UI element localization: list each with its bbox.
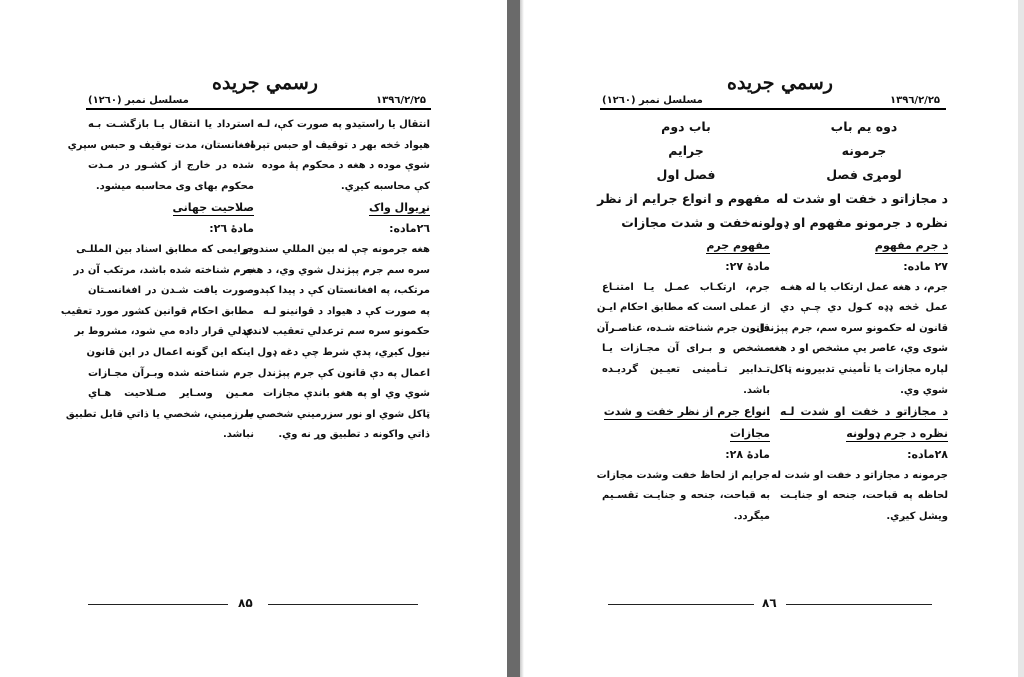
page-masthead: رسمي جريده	[727, 72, 833, 94]
text-line: شوي وي.	[900, 384, 948, 396]
article-label: مادهٔ ۲٦:	[209, 222, 254, 236]
text-line: معـين وسـاير صـلاحيت هـاي	[88, 388, 254, 400]
text-line: مطابق احکام قوانين کشور مورد تعقيب	[60, 305, 254, 317]
heading-line: مفهوم و انواع جرايم از نظر	[597, 191, 770, 206]
section-heading: نظره د جرم ډولونه	[846, 427, 948, 441]
text-line: محکوم بهای وی محاسبه میشود.	[95, 180, 254, 192]
heading-line: باب دوم	[661, 119, 711, 134]
text-line: نيول کيږي، پدې شرط چې دغه ډول	[257, 346, 430, 358]
article-label: ۲٦ماده:	[389, 222, 430, 236]
text-line: لحاظه په قباحت، جنحه او جنايـت	[780, 490, 948, 502]
footer-rule-left	[88, 604, 228, 605]
section-heading: مجازات	[729, 427, 770, 441]
text-line: جرم شناخته شده باشد، مرتکب آن در	[73, 264, 254, 276]
footer-rule-right	[786, 604, 932, 605]
footer-rule-left	[608, 604, 754, 605]
heading-line: د مجازاتو د خفت او شدت له	[775, 191, 948, 206]
column-dari	[596, 115, 770, 545]
text-line: ټاکل شوي او نور سزرميني شخصي يا	[245, 408, 430, 420]
text-line: کې محاسبه کيږي.	[340, 180, 430, 192]
text-line: جرمونه د مجازاتو د خفت او شدت له	[771, 469, 948, 481]
section-heading: مفهوم جرم	[706, 239, 770, 252]
page-85	[0, 0, 507, 677]
column-pashto	[242, 115, 430, 475]
section-heading: انواع جرم از نظر خفت و شدت	[603, 405, 770, 419]
text-line: تـدابير تـأمينی تعيـين گرديـده	[602, 363, 770, 375]
page-masthead: رسمي جريده	[212, 72, 318, 94]
header-serial: مسلسل نمبر (۱۲٦۰)	[88, 95, 189, 106]
footer-rule-right	[268, 604, 418, 605]
header-serial: مسلسل نمبر (۱۲٦۰)	[602, 95, 703, 106]
text-line: از عملی است که مطابق احکام ايـن	[596, 302, 770, 314]
text-line: میگردد.	[733, 510, 770, 522]
text-line: اعمال په دې قانون کې جرم پېژندل	[257, 367, 430, 379]
article-label: ۲۷ ماده:	[903, 260, 948, 273]
text-line: مشخص و بـرای آن مجـازات يـا	[602, 343, 770, 355]
header-rule	[86, 108, 431, 110]
text-line: جرايمی که مطابق اسناد بين المللـی	[76, 243, 254, 255]
header-rule	[600, 108, 946, 110]
section-heading: د جرم مفهوم	[874, 239, 948, 252]
text-line: سرزميني، شخصي يا ذاتي قابل تطبيق	[65, 408, 254, 420]
text-line: نباشد.	[222, 429, 254, 441]
text-line: استرداد يا انتقال يـا بازگشـت بـه	[88, 119, 254, 130]
article-label: ۲۸ماده:	[907, 448, 948, 462]
article-label: مادهٔ ۲۷:	[725, 260, 770, 273]
text-line: اينکه اين گونه اعمال در اين قانون	[86, 346, 254, 358]
page-86	[524, 0, 1018, 677]
text-line: باشد.	[743, 384, 770, 396]
heading-line: لومړی فصل	[826, 167, 902, 182]
vertical-scrollbar[interactable]	[1018, 0, 1024, 677]
text-line: صورت يافت شـدن در افغانسـتان	[88, 285, 254, 297]
heading-line: فصل اول	[656, 167, 716, 182]
text-line: ذاتي واکونه د تطبيق وړ نه وي.	[278, 429, 430, 441]
text-line: هغه جرمونه چې له بين المللي سندونو	[242, 243, 430, 255]
text-line: جرم، د هغه عمل ارتکاب يا له هغـه	[780, 281, 948, 293]
heading-line: دوه يم باب	[830, 119, 898, 134]
text-line: قانون جرم شناخته شـده، عناصـرآن	[596, 322, 770, 334]
text-line: عمل څخه ډډه کـول دي چـې دي	[780, 302, 948, 314]
heading-line: جرايم	[668, 143, 704, 158]
page-gutter	[507, 0, 520, 677]
section-heading: نړيوال واک	[368, 201, 430, 215]
text-line: افغانستان، مدت توقيف و حبس سپري	[67, 139, 254, 151]
header-date: ۱۳۹٦/۲/۲۵	[376, 95, 427, 106]
heading-line: نظره د جرمونو مفهوم او ډولونه	[750, 215, 948, 230]
text-line: سره سم جرم پېژندل شوي وي، د هغه	[244, 264, 430, 276]
text-line: به قباحت، جنحه و جنايـت تقسـيم	[602, 490, 770, 502]
text-line: قانون له حکمونو سره سم، جرم پېژندل	[755, 322, 948, 334]
text-line: حکمونو سره سم ترعدلي تعقيب لاندې	[243, 326, 430, 338]
text-line: هيواد څخه بهر د توقيف او حبس تېره	[250, 139, 430, 151]
section-heading: د مجازاتو د خفت او شدت لـه	[780, 405, 948, 419]
text-line: مرتکب، په افغانستان کې د پيدا کېدو	[253, 285, 430, 297]
text-line: شده در خارج از کشـور در مـدت	[88, 160, 254, 172]
text-line: عدلي قرار داده مي شود، مشروط بر	[74, 326, 254, 338]
text-line: جرم، ارتکـاب عمـل يـا امتنـاع	[602, 281, 770, 293]
page-number: ۸٦	[762, 596, 777, 610]
text-line: انتقال يا راستيدو په صورت کې، لـه	[257, 119, 430, 130]
text-line: جرايم از لحاظ خفت وشدت مجازات	[596, 469, 770, 481]
article-label: مادهٔ ۲۸:	[725, 448, 770, 462]
heading-line: جرمونه	[841, 143, 887, 158]
column-dari	[60, 115, 254, 475]
page-number: ۸۵	[238, 596, 253, 610]
header-date: ۱۳۹٦/۲/۲۵	[890, 95, 941, 106]
text-line: شوې موده د هغه د محکوم پهٔ موده	[261, 160, 430, 172]
text-line: شوی وي، عاصر يې مشخص او د هغه	[768, 343, 948, 355]
text-line: په صورت کې د هيواد د قوانينو لـه	[263, 305, 430, 317]
heading-line: خفت و شدت مجازات	[621, 215, 751, 230]
text-line: جرم شناخته شده وبـرآن مجـازات	[88, 367, 254, 379]
text-line: لپاره مجازات يا تأميني تدبيرونه ټاکل	[769, 363, 948, 375]
text-line: شوي وي او په هغو باندې مجازات	[263, 388, 430, 400]
text-line: ويشل کيږي.	[886, 510, 948, 522]
section-heading: صلاحيت جهانی	[172, 201, 254, 215]
